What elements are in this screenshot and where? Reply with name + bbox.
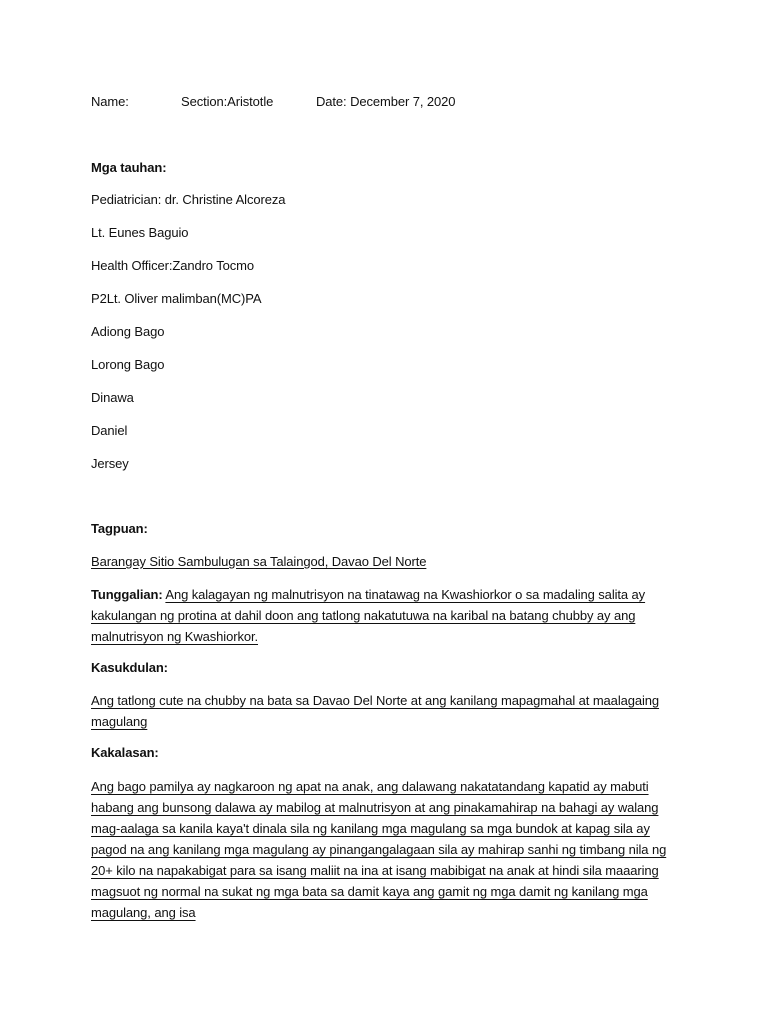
conflict-heading: Tunggalian: xyxy=(91,587,163,602)
character-item: Daniel xyxy=(91,423,128,438)
character-item: P2Lt. Oliver malimban(MC)PA xyxy=(91,291,262,306)
character-item: Health Officer:Zandro Tocmo xyxy=(91,258,255,273)
character-item: Jersey xyxy=(91,456,129,471)
characters-heading: Mga tauhan: xyxy=(91,160,167,175)
date-label: Date: December 7, 2020 xyxy=(316,94,456,109)
climax-paragraph xyxy=(91,690,691,732)
climax-text: Ang tatlong cute na chubby na bata sa Davao Del Norte at ang kanilang mapagmahal at maalagaing magulang xyxy=(91,693,660,729)
character-item: Adiong Bago xyxy=(91,324,165,339)
climax-heading: Kasukdulan: xyxy=(91,660,168,675)
character-item: Lt. Eunes Baguio xyxy=(91,225,189,240)
setting-heading: Tagpuan: xyxy=(91,521,148,536)
conflict-paragraph xyxy=(91,584,691,647)
resolution-heading: Kakalasan: xyxy=(91,745,159,760)
resolution-text: Ang bago pamilya ay nagkaroon ng apat na anak, ang dalawang nakatatandang kapatid ay mabuti habang ang bunsong dalawa ay mabilog at malnutrisyon at ang pinakamahirap na bahagi ay walang mag-aalaga sa kanila kaya't dinala sila ng kanilang mga magulang sa mga bundok at kapag sila ay pagod na ang kanilang mga magulang ay pinangangalagaan sila ay mahirap sanhi ng timbang nila ng 20+ kilo na napakabigat para sa isang maliit na ina at isang mabibigat na anak at hindi sila maaaring magsuot ng normal na sukat ng mga bata sa damit kaya ang gamit ng mga damit ng kanilang mga magulang, ang isa xyxy=(91,779,667,920)
resolution-paragraph xyxy=(91,776,686,923)
name-label: Name: xyxy=(91,94,129,109)
character-item: Dinawa xyxy=(91,390,134,405)
conflict-text: Ang kalagayan ng malnutrisyon na tinatawag na Kwashiorkor o sa madaling salita ay kakulangan ng protina at dahil doon ang tatlong nakatutuwa na karibal na batang chubby ay ang malnutrisyon ng Kwashiorkor. xyxy=(91,587,646,644)
character-item: Lorong Bago xyxy=(91,357,165,372)
character-item: Pediatrician: dr. Christine Alcoreza xyxy=(91,192,286,207)
section-label: Section:Aristotle xyxy=(181,94,274,109)
setting-text: Barangay Sitio Sambulugan sa Talaingod, Davao Del Norte xyxy=(91,554,427,569)
